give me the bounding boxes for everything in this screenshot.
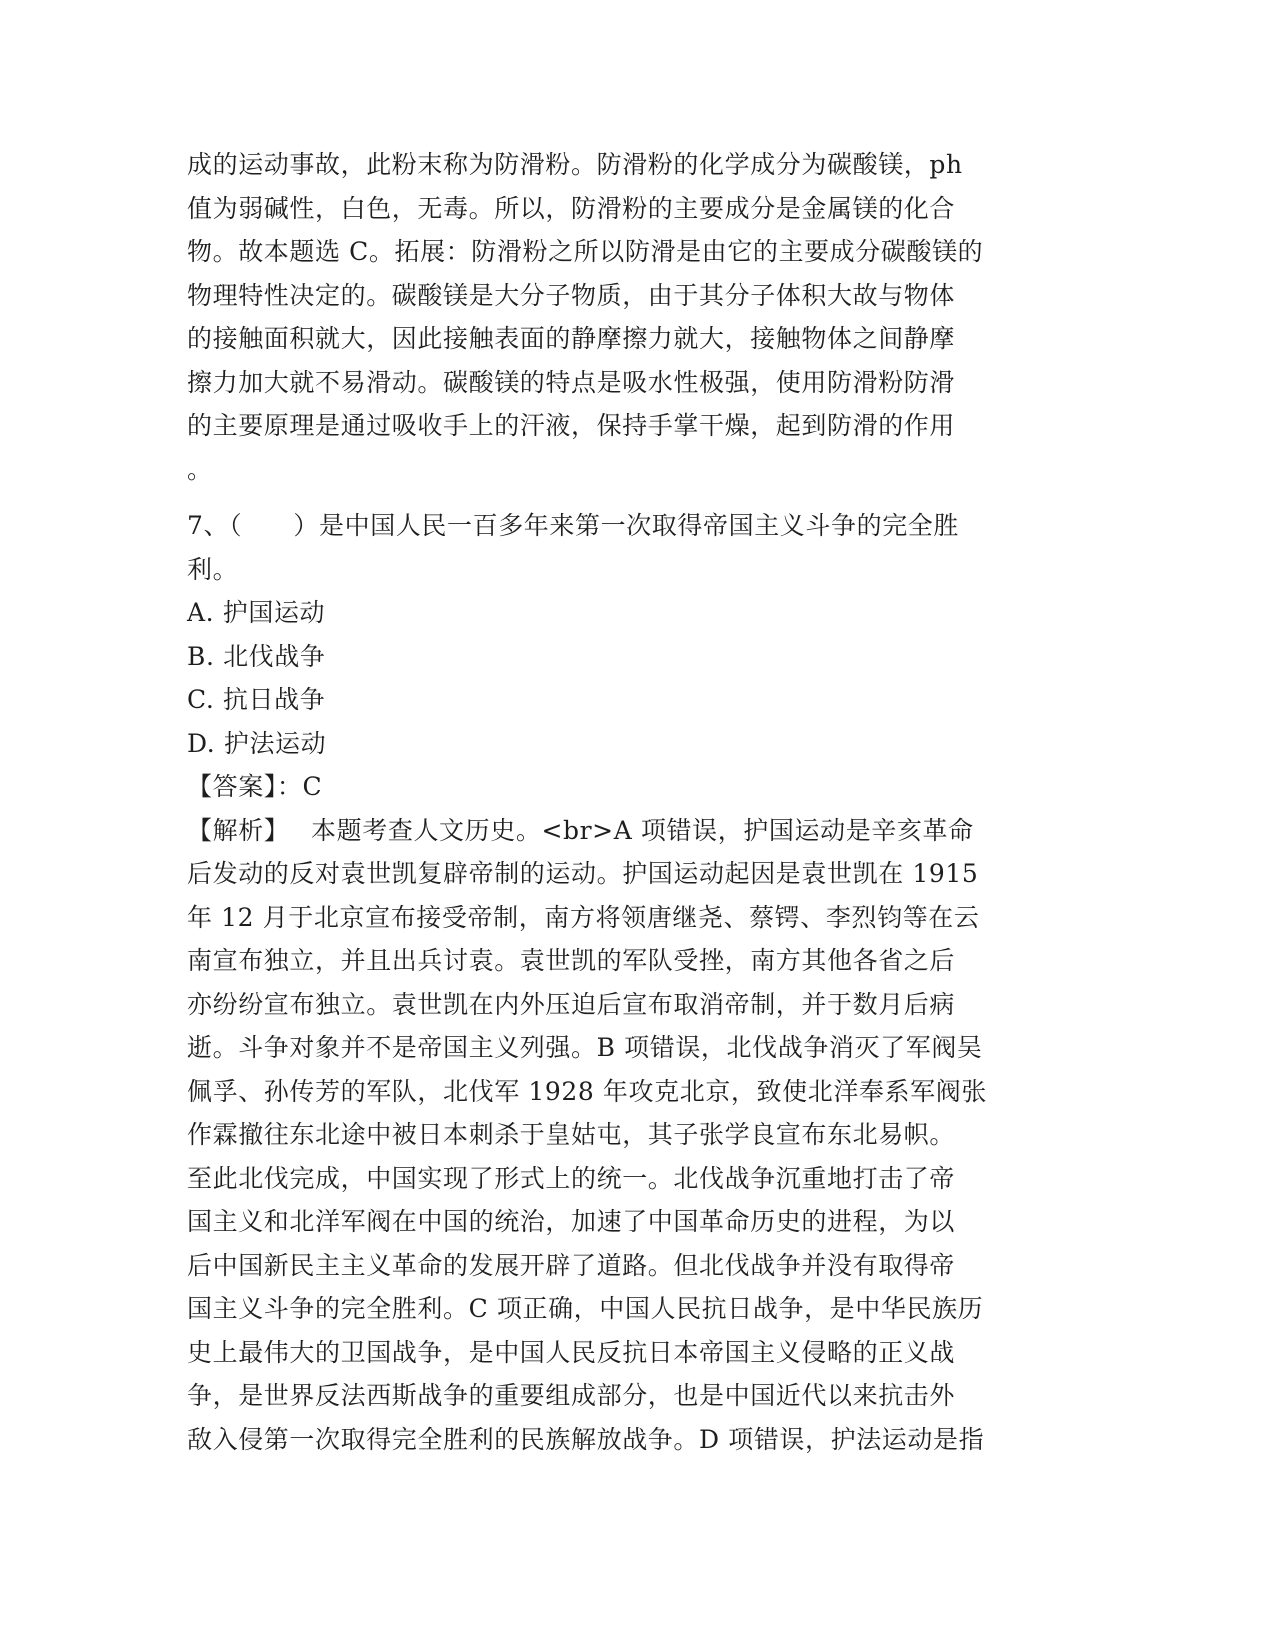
explanation-line: 后中国新民主主义革命的发展开辟了道路。但北伐战争并没有取得帝 [187, 1250, 956, 1280]
explanation-line: 逝。斗争对象并不是帝国主义列强。B 项错误，北伐战争消灭了军阀吴 [187, 1033, 983, 1062]
text-line: 值为弱碱性，白色，无毒。所以，防滑粉的主要成分是金属镁的化合 [187, 193, 956, 223]
option-b: B. 北伐战争 [187, 641, 326, 671]
explanation-line: 史上最伟大的卫国战争，是中国人民反抗日本帝国主义侵略的正义战 [187, 1337, 956, 1367]
text-line: 物理特性决定的。碳酸镁是大分子物质，由于其分子体积大故与物体 [187, 280, 956, 310]
text-line: 擦力加大就不易滑动。碳酸镁的特点是吸水性极强，使用防滑粉防滑 [187, 367, 956, 397]
explanation-line: 至此北伐完成，中国实现了形式上的统一。北伐战争沉重地打击了帝 [187, 1163, 956, 1193]
explanation-line: 敌入侵第一次取得完全胜利的民族解放战争。D 项错误，护法运动是指 [187, 1424, 985, 1454]
answer-line: 【答案】：C [187, 772, 323, 801]
explanation [187, 809, 1087, 1462]
page-content [187, 143, 1087, 1461]
explanation-line: 国主义和北洋军阀在中国的统治，加速了中国革命历史的进程，为以 [187, 1207, 956, 1236]
option-d: D. 护法运动 [187, 728, 327, 758]
explanation-line: 亦纷纷宣布独立。袁世凯在内外压迫后宣布取消帝制，并于数月后病 [187, 989, 956, 1019]
question-stem-line: 7、（ ）是中国人民一百多年来第一次取得帝国主义斗争的完全胜 [187, 511, 960, 540]
explanation-line: 【解析】 本题考查人文历史。<br>A 项错误，护国运动是辛亥革命 [187, 815, 974, 845]
text-line: 物。故本题选 C。拓展：防滑粉之所以防滑是由它的主要成分碳酸镁的 [187, 237, 984, 266]
text-line: 。 [187, 454, 213, 484]
explanation-line: 后发动的反对袁世凯复辟帝制的运动。护国运动起因是袁世凯在 1915 [187, 859, 979, 888]
previous-explanation [187, 143, 1087, 491]
paragraph-spacer [187, 491, 1087, 504]
question-stem-line: 利。 [187, 554, 239, 584]
question-block [187, 504, 1087, 1461]
option-c: C. 抗日战争 [187, 685, 326, 714]
text-line: 的主要原理是通过吸收手上的汗液，保持手掌干燥，起到防滑的作用 [187, 411, 956, 440]
explanation-line: 争，是世界反法西斯战争的重要组成部分，也是中国近代以来抗击外 [187, 1381, 956, 1410]
text-line: 成的运动事故，此粉末称为防滑粉。防滑粉的化学成分为碳酸镁，ph [187, 150, 963, 179]
text-line: 的接触面积就大，因此接触表面的静摩擦力就大，接触物体之间静摩 [187, 324, 956, 353]
explanation-line: 国主义斗争的完全胜利。C 项正确，中国人民抗日战争，是中华民族历 [187, 1294, 984, 1323]
explanation-line: 佩孚、孙传芳的军队，北伐军 1928 年攻克北京，致使北洋奉系军阀张 [187, 1076, 987, 1106]
explanation-line: 南宣布独立，并且出兵讨袁。袁世凯的军队受挫，南方其他各省之后 [187, 946, 956, 975]
explanation-line: 作霖撤往东北途中被日本刺杀于皇姑屯，其子张学良宣布东北易帜。 [187, 1120, 956, 1149]
option-a: A. 护国运动 [187, 598, 326, 627]
explanation-line: 年 12 月于北京宣布接受帝制，南方将领唐继尧、蔡锷、李烈钧等在云 [187, 902, 980, 932]
